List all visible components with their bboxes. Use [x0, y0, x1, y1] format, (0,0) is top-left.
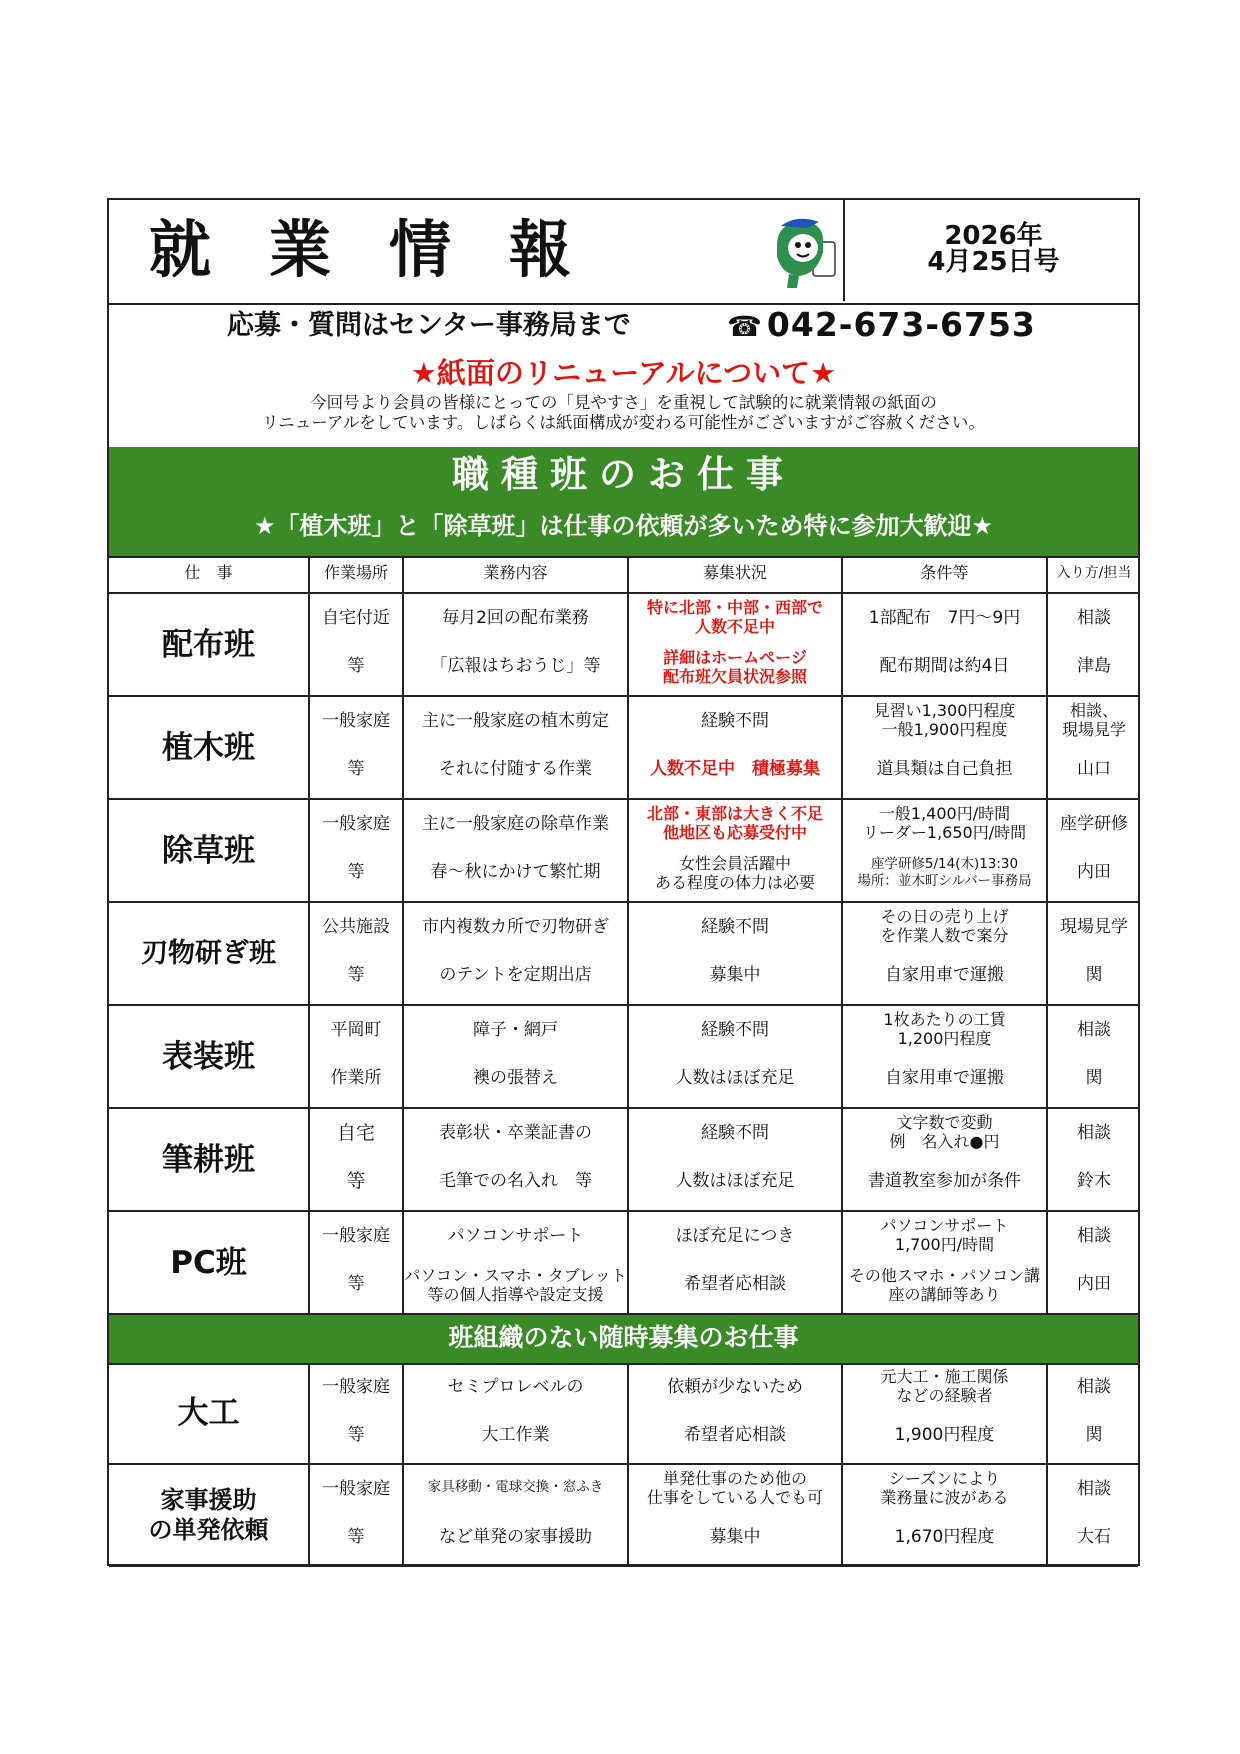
job-name: 除草班	[162, 832, 255, 869]
contact-person: 山口	[1077, 759, 1111, 779]
job-row	[109, 1109, 1138, 1212]
conditions-top: 1枚あたりの工賃 1,200円程度	[883, 1010, 1006, 1048]
notice-line-1: 今回号より会員の皆様にとっての「見やすさ」を重視して試験的に就業情報の紙面の	[310, 393, 937, 412]
conditions-bottom: 配布期間は約4日	[879, 656, 1010, 676]
status-bottom: 人数不足中 積極募集	[650, 759, 820, 779]
contact-person: 関	[1085, 965, 1103, 985]
contact-person: 関	[1085, 1068, 1103, 1088]
place-bottom: 等	[347, 965, 365, 985]
col-header-conditions: 条件等	[920, 563, 969, 582]
contact-person: 関	[1085, 1425, 1103, 1445]
status-bottom: 詳細はホームページ 配布班欠員状況参照	[662, 648, 807, 686]
conditions-top: シーズンにより 業務量に波がある	[880, 1469, 1009, 1507]
work-top: 障子・網戸	[473, 1020, 558, 1040]
work-top: 主に一般家庭の除草作業	[422, 814, 609, 834]
conditions-bottom: 道具類は自己負担	[876, 759, 1013, 779]
place-top: 平岡町	[330, 1020, 382, 1040]
work-bottom: それに付随する作業	[439, 759, 592, 779]
contact-person: 内田	[1077, 1274, 1111, 1294]
status-bottom: 募集中	[709, 1527, 761, 1547]
work-top: 主に一般家庭の植木剪定	[422, 711, 609, 731]
job-row	[109, 1363, 1138, 1465]
place-bottom: 等	[347, 656, 365, 676]
job-row	[109, 800, 1138, 903]
notice-line-2: リニューアルをしています。しばらくは紙面構成が変わる可能性がございますがご容赦ください。	[262, 413, 985, 432]
contact-person: 内田	[1077, 862, 1111, 882]
contact-method: 相談	[1077, 1377, 1111, 1397]
notice-title: ★紙面のリニューアルについて★	[410, 356, 837, 390]
section-craft-teams	[109, 447, 1138, 558]
job-row	[109, 594, 1138, 697]
job-name: 刃物研ぎ班	[141, 937, 276, 969]
job-name: 植木班	[162, 729, 255, 766]
conditions-bottom: 自家用車で運搬	[885, 1068, 1004, 1088]
telephone-icon: ☎	[727, 310, 763, 343]
phone-text: 042-673-6753	[766, 305, 1036, 344]
issue-year: 2026年	[944, 221, 1043, 251]
work-bottom: 大工作業	[481, 1425, 550, 1445]
work-top: 市内複数カ所で刃物研ぎ	[422, 917, 609, 937]
mascot-logo	[767, 212, 847, 292]
place-top: 一般家庭	[322, 1226, 390, 1246]
conditions-bottom: 書道教室参加が条件	[868, 1171, 1021, 1191]
page-title: 就業情報	[149, 213, 630, 286]
work-top: 家具移動・電球交換・窓ふき	[427, 1479, 604, 1495]
contact-method: 相談、 現場見学	[1061, 701, 1126, 739]
job-name: PC班	[170, 1244, 247, 1281]
status-bottom: 希望者応相談	[684, 1274, 786, 1294]
place-bottom: 等	[347, 759, 365, 779]
section-adhoc-jobs	[109, 1315, 1138, 1365]
place-top: 自宅付近	[322, 608, 390, 628]
work-bottom: 襖の張替え	[473, 1068, 558, 1088]
job-row	[109, 1212, 1138, 1315]
conditions-top: 一般1,400円/時間 リーダー1,650円/時間	[862, 804, 1027, 842]
contact-notice	[109, 303, 1138, 449]
work-bottom: 春～秋にかけて繁忙期	[430, 862, 601, 882]
header	[109, 200, 1138, 305]
work-top: パソコンサポート	[447, 1226, 584, 1246]
work-bottom: パソコン・スマホ・タブレット 等の個人指導や設定支援	[404, 1266, 627, 1304]
place-top: 一般家庭	[322, 1377, 390, 1397]
contact-method: 相談	[1077, 1020, 1111, 1040]
place-top: 自宅	[336, 1122, 375, 1144]
col-header-status: 募集状況	[702, 563, 767, 582]
status-top: 特に北部・中部・西部で 人数不足中	[646, 598, 823, 636]
contact-person: 鈴木	[1077, 1171, 1111, 1191]
job-name: 表装班	[162, 1038, 255, 1075]
conditions-top: 見習い1,300円程度 一般1,900円程度	[873, 701, 1016, 739]
col-header-contact: 入り方/担当	[1056, 565, 1132, 581]
status-top: 経験不問	[701, 1020, 769, 1040]
contact-method: 現場見学	[1060, 917, 1128, 937]
place-top: 一般家庭	[322, 1479, 390, 1499]
work-top: セミプロレベルの	[447, 1377, 584, 1397]
status-bottom: 希望者応相談	[684, 1425, 786, 1445]
contact-person: 津島	[1077, 656, 1111, 676]
status-top: ほぼ充足につき	[675, 1226, 795, 1246]
job-info-sheet	[107, 198, 1140, 1566]
job-row	[109, 903, 1138, 1006]
status-bottom: 人数はほぼ充足	[675, 1068, 795, 1088]
conditions-top: 文字数で変動 例 名入れ●円	[889, 1113, 1000, 1151]
job-name: 家事援助 の単発依頼	[148, 1486, 269, 1544]
contact-method: 相談	[1077, 608, 1111, 628]
conditions-top: パソコンサポート 1,700円/時間	[880, 1216, 1009, 1254]
conditions-top: 1部配布 7円～9円	[868, 608, 1021, 628]
contact-method: 相談	[1077, 1123, 1111, 1143]
contact-method: 相談	[1077, 1479, 1111, 1499]
place-bottom: 作業所	[330, 1068, 382, 1088]
place-bottom: 等	[347, 1425, 365, 1445]
col-header-job: 仕 事	[184, 563, 233, 582]
status-bottom: 女性会員活躍中 ある程度の体力は必要	[654, 854, 815, 892]
status-top: 北部・東部は大きく不足 他地区も応募受付中	[646, 804, 823, 842]
place-bottom: 等	[347, 1527, 365, 1547]
status-top: 依頼が少ないため	[667, 1377, 803, 1397]
section-subtitle: ★「植木班」と「除草班」は仕事の依頼が多いため特に参加大歓迎★	[253, 512, 994, 540]
place-top: 公共施設	[322, 917, 390, 937]
work-top: 毎月2回の配布業務	[442, 608, 589, 628]
job-name: 大工	[177, 1395, 240, 1431]
contact-person: 大石	[1077, 1527, 1111, 1547]
issue-day: 4月25日号	[927, 247, 1060, 277]
conditions-top: 元大工・施工関係 などの経験者	[880, 1367, 1009, 1405]
place-top: 一般家庭	[322, 814, 390, 834]
status-top: 経験不問	[701, 711, 769, 731]
job-row	[109, 697, 1138, 800]
job-name: 配布班	[162, 626, 255, 663]
col-header-place: 作業場所	[323, 563, 388, 582]
job-row	[109, 1006, 1138, 1109]
work-top: 表彰状・卒業証書の	[439, 1123, 592, 1143]
col-header-work: 業務内容	[483, 563, 548, 582]
status-top: 経験不問	[701, 917, 769, 937]
place-top: 一般家庭	[322, 711, 390, 731]
conditions-top: その日の売り上げ を作業人数で案分	[880, 907, 1009, 945]
job-row	[109, 1465, 1138, 1567]
issue-date	[843, 200, 1142, 301]
contact-text: 応募・質問はセンター事務局まで	[227, 310, 631, 341]
status-bottom: 人数はほぼ充足	[675, 1171, 795, 1191]
work-bottom: など単発の家事援助	[439, 1527, 592, 1547]
work-bottom: 「広報はちおうじ」等	[430, 656, 601, 676]
work-bottom: のテントを定期出店	[439, 965, 592, 985]
status-top: 経験不問	[701, 1123, 769, 1143]
place-bottom: 等	[347, 862, 365, 882]
status-bottom: 募集中	[709, 965, 761, 985]
conditions-bottom: 1,670円程度	[894, 1527, 995, 1547]
place-bottom: 等	[346, 1170, 366, 1192]
conditions-bottom: 座学研修5/14(木)13:30 場所：並木町シルバー事務局	[857, 856, 1032, 889]
contact-method: 相談	[1077, 1226, 1111, 1246]
status-top: 単発仕事のため他の 仕事をしている人でも可	[646, 1469, 823, 1507]
conditions-bottom: 自家用車で運搬	[885, 965, 1004, 985]
phone-number	[727, 305, 1036, 347]
work-bottom: 毛筆での名入れ 等	[439, 1171, 592, 1191]
job-name: 筆耕班	[162, 1141, 255, 1178]
section-title: 職種班のお仕事	[452, 453, 795, 496]
column-header-row	[109, 556, 1138, 594]
place-bottom: 等	[347, 1274, 365, 1294]
contact-method: 座学研修	[1060, 814, 1128, 834]
conditions-bottom: 1,900円程度	[894, 1425, 995, 1445]
conditions-bottom: その他スマホ・パソコン講 座の講師等あり	[848, 1266, 1041, 1304]
section2-title: 班組織のない随時募集のお仕事	[448, 1323, 799, 1352]
